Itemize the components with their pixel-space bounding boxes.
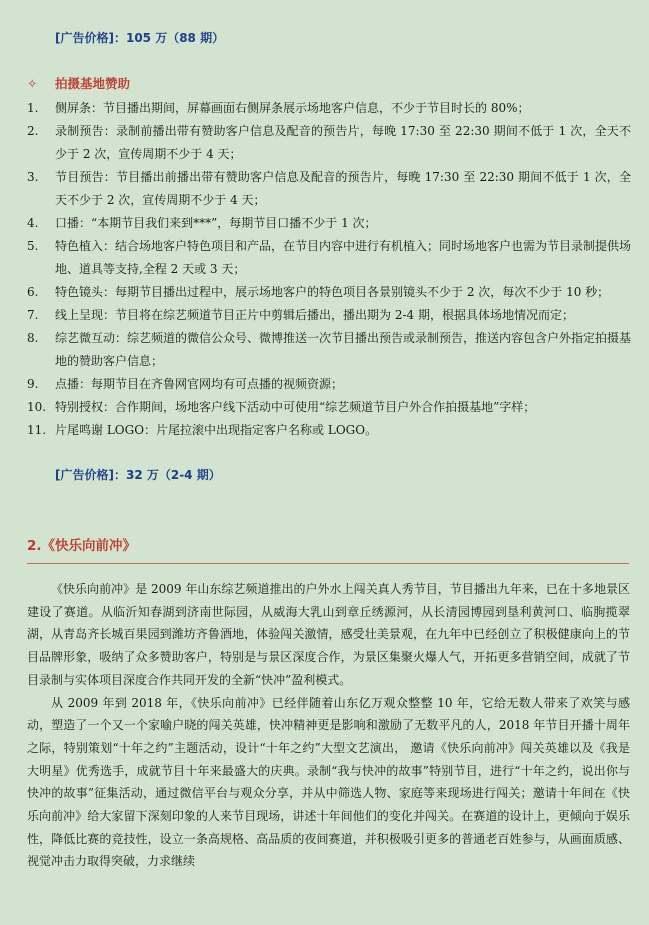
list-item-number: 1. bbox=[27, 101, 39, 115]
body-paragraph: 《快乐向前冲》是 2009 年山东综艺频道推出的户外水上闯关真人秀节目，节目播出九年来，已在十多地景区建设了赛道。从临沂知春湖到济南世际园，从威海大乳山到章丘绣源河，从长清园博园到垦利黄河口、临朐揽翠湖，从青岛齐长城百果园到潍坊齐鲁酒地，体验闯关激情，感受壮美景观，在九年中已经创立了积极健康向上的节目品牌形象，吸纳了众多赞助客户，特别是与景区深度合作，为景区集聚火爆人气，开拓更多营销空间，成就了节目录制与实体项目深度合作共同开发的全新“快冲”盈利模式。 bbox=[27, 582, 630, 687]
list-item-text: 节目预告：节目播出前播出带有赞助客户信息及配音的预告片，每晚 17:30 至 22:30 期间不低于 1 次，全天不少于 2 次，宣传周期不少于 4 天； bbox=[55, 170, 631, 207]
list-item bbox=[0, 373, 649, 396]
list-item-text: 线上呈现：节目将在综艺频道节目正片中剪辑后播出，播出期为 2-4 期，根据具体场地情况而定； bbox=[55, 308, 574, 322]
list-item bbox=[0, 304, 649, 327]
list-item-text: 口播：“本期节目我们来到***”，每期节目口播不少于 1 次； bbox=[55, 216, 377, 230]
list-item-number: 8. bbox=[27, 331, 39, 345]
list-item-text: 点播：每期节目在齐鲁网官网均有可点播的视频资源； bbox=[55, 377, 344, 391]
body-text bbox=[27, 578, 630, 873]
list-item bbox=[0, 235, 649, 281]
list-item-text: 录制预告：录制前播出带有赞助客户信息及配音的预告片，每晚 17:30 至 22:30 期间不低于 1 次，全天不少于 2 次，宣传周期不少于 4 天； bbox=[55, 124, 631, 161]
list-item bbox=[0, 166, 649, 212]
list-item-number: 7. bbox=[27, 308, 39, 322]
body-paragraph: 从 2009 年到 2018 年，《快乐向前冲》已经伴随着山东亿万观众整整 10 年，它给无数人带来了欢笑与感动，塑造了一个又一个家喻户晓的闯关英雄，快冲精神更是影响和激励了无数平凡的人，2018 年节目开播十周年之际，特别策划“十年之约”主题活动，设计“十年之约”大型文艺演出， 邀请《快乐向前冲》闯关英雄以及《我是大明星》优秀选手，成就节目十年来最盛大的庆典。录制“我与快冲的故事”特别节目，进行“十年之约，说出你与快冲的故事”征集活动，通过微信平台与观众分享，并从中筛选人物、家庭等来现场进行闯关；邀请十年间在《快乐向前冲》给大家留下深刻印象的人来节目现场，讲述十年间他们的变化并闯关。在赛道的设计上，更倾向于娱乐性，降低比赛的竞技性，设立一条高规格、高品质的夜间赛道，并积极吸引更多的普通老百姓参与，从画面质感、视觉冲击力取得突破，力求继续 bbox=[27, 695, 630, 869]
list-item bbox=[0, 396, 649, 419]
ad-price-bottom: [广告价格]：32 万（2-4 期） bbox=[55, 468, 221, 482]
list-item-number: 11. bbox=[27, 423, 47, 437]
list-item bbox=[0, 97, 649, 120]
list-item-number: 6. bbox=[27, 285, 39, 299]
list-item-text: 片尾鸣谢 LOGO：片尾拉滚中出现指定客户名称或 LOGO。 bbox=[55, 423, 378, 437]
list-item-number: 9. bbox=[27, 377, 39, 391]
ad-price-top: [广告价格]：105 万（88 期） bbox=[55, 31, 225, 45]
section-heading bbox=[27, 76, 130, 92]
list-item-number: 3. bbox=[27, 170, 39, 184]
chapter-title: 2.《快乐向前冲》 bbox=[27, 538, 137, 554]
chapter-divider bbox=[27, 563, 629, 564]
diamond-bullet-icon: ✧ bbox=[27, 76, 38, 91]
section-title: 拍摄基地赞助 bbox=[55, 76, 131, 91]
list-item bbox=[0, 212, 649, 235]
sponsorship-list bbox=[0, 97, 649, 442]
list-item-number: 5. bbox=[27, 239, 39, 253]
list-item-text: 侧屏条：节目播出期间，屏幕画面右侧屏条展示场地客户信息，不少于节目时长的 80%； bbox=[55, 101, 530, 115]
list-item-text: 特色镜头：每期节目播出过程中，展示场地客户的特色项目各景别镜头不少于 2 次，每次不少于 10 秒； bbox=[55, 285, 610, 299]
list-item bbox=[0, 281, 649, 304]
list-item bbox=[0, 327, 649, 373]
list-item-text: 特色植入：结合场地客户特色项目和产品，在节目内容中进行有机植入；同时场地客户也需为节目录制提供场地、道具等支持,全程 2 天或 3 天； bbox=[55, 239, 632, 276]
list-item-text: 特别授权：合作期间，场地客户线下活动中可使用“综艺频道节目户外合作拍摄基地”字样； bbox=[55, 400, 536, 414]
list-item-number: 4. bbox=[27, 216, 39, 230]
list-item bbox=[0, 120, 649, 166]
list-item-number: 10. bbox=[27, 400, 47, 414]
list-item-text: 综艺微互动：综艺频道的微信公众号、微博推送一次节目播出预告或录制预告，推送内容包含户外指定拍摄基地的赞助客户信息； bbox=[55, 331, 632, 368]
list-item bbox=[0, 419, 649, 442]
list-item-number: 2. bbox=[27, 124, 39, 138]
